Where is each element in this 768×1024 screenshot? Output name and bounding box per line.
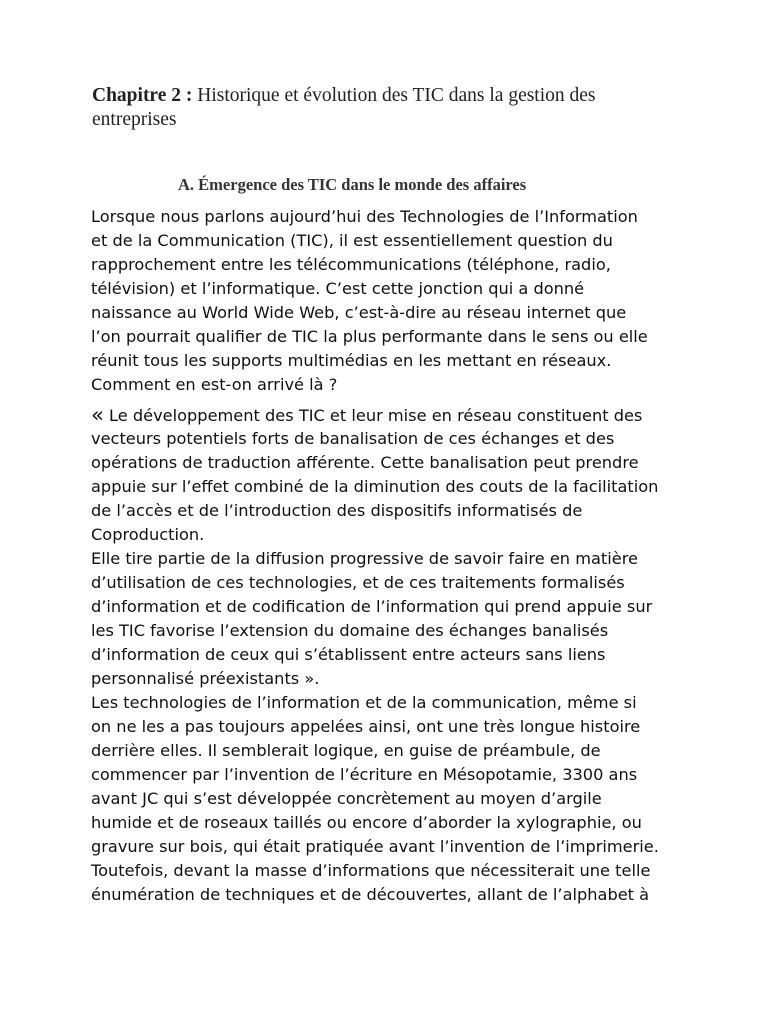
- text-line: énumération de techniques et de découvertes, allant de l’alphabet à: [91, 885, 650, 904]
- text-line: télévision) et l’informatique. C’est cette jonction qui a donné: [91, 279, 585, 298]
- text-line: Coproduction.: [91, 525, 205, 544]
- text-line: avant JC qui s’est développée concrètement au moyen d’argile: [91, 789, 602, 808]
- text-line: humide et de roseaux taillés ou encore d’aborder la xylographie, ou: [91, 813, 642, 832]
- opening-guillemet: «: [91, 403, 104, 427]
- body-text: [91, 205, 691, 907]
- paragraph-intro: [91, 205, 691, 397]
- text-line: derrière elles. Il semblerait logique, en guise de préambule, de: [91, 741, 601, 760]
- text-line: Comment en est-on arrivé là ?: [91, 375, 338, 394]
- text-line: et de la Communication (TIC), il est essentiellement question du: [91, 231, 613, 250]
- text-line: Les technologies de l’information et de la communication, même si: [91, 693, 637, 712]
- text-line: de l’accès et de l’introduction des dispositifs informatisés de: [91, 501, 583, 520]
- text-line: gravure sur bois, qui était pratiquée avant l’invention de l’imprimerie.: [91, 837, 659, 856]
- text-line: appuie sur l’effet combiné de la diminution des couts de la facilitation: [91, 477, 659, 496]
- text-line: Toutefois, devant la masse d’informations que nécessiterait une telle: [91, 861, 651, 880]
- chapter-title-continued: entreprises: [92, 109, 177, 130]
- text-line: d’information de ceux qui s’établissent entre acteurs sans liens: [91, 645, 606, 664]
- text-line: on ne les a pas toujours appelées ainsi, ont une très longue histoire: [91, 717, 641, 736]
- text-line: réunit tous les supports multimédias en les mettant en réseaux.: [91, 351, 612, 370]
- text-line: opérations de traduction afférente. Cette banalisation peut prendre: [91, 453, 639, 472]
- text-line: Lorsque nous parlons aujourd’hui des Technologies de l’Information: [91, 207, 638, 226]
- text-line: d’utilisation de ces technologies, et de ces traitements formalisés: [91, 573, 625, 592]
- text-line: les TIC favorise l’extension du domaine des échanges banalisés: [91, 621, 609, 640]
- text-line: l’on pourrait qualifier de TIC la plus performante dans le sens ou elle: [91, 327, 648, 346]
- text-line: Elle tire partie de la diffusion progressive de savoir faire en matière: [91, 549, 638, 568]
- text-line: personnalisé préexistants ».: [91, 669, 320, 688]
- chapter-heading: [92, 84, 692, 132]
- text-line: d’information et de codification de l’information qui prend appuie sur: [91, 597, 653, 616]
- chapter-title: Historique et évolution des TIC dans la gestion des: [192, 85, 596, 106]
- chapter-label: Chapitre 2 :: [92, 85, 193, 106]
- text-line: vecteurs potentiels forts de banalisation de ces échanges et des: [91, 429, 615, 448]
- quote-first-line: Le développement des TIC et leur mise en réseau constituent des: [103, 406, 643, 425]
- text-line: naissance au World Wide Web, c’est-à-dire au réseau internet que: [91, 303, 627, 322]
- text-line-quote-start: [91, 403, 691, 427]
- paragraph-quote: [91, 403, 691, 907]
- section-heading: A. Émergence des TIC dans le monde des affaires: [178, 175, 527, 194]
- text-line: commencer par l’invention de l’écriture en Mésopotamie, 3300 ans: [91, 765, 638, 784]
- text-line: rapprochement entre les télécommunications (téléphone, radio,: [91, 255, 611, 274]
